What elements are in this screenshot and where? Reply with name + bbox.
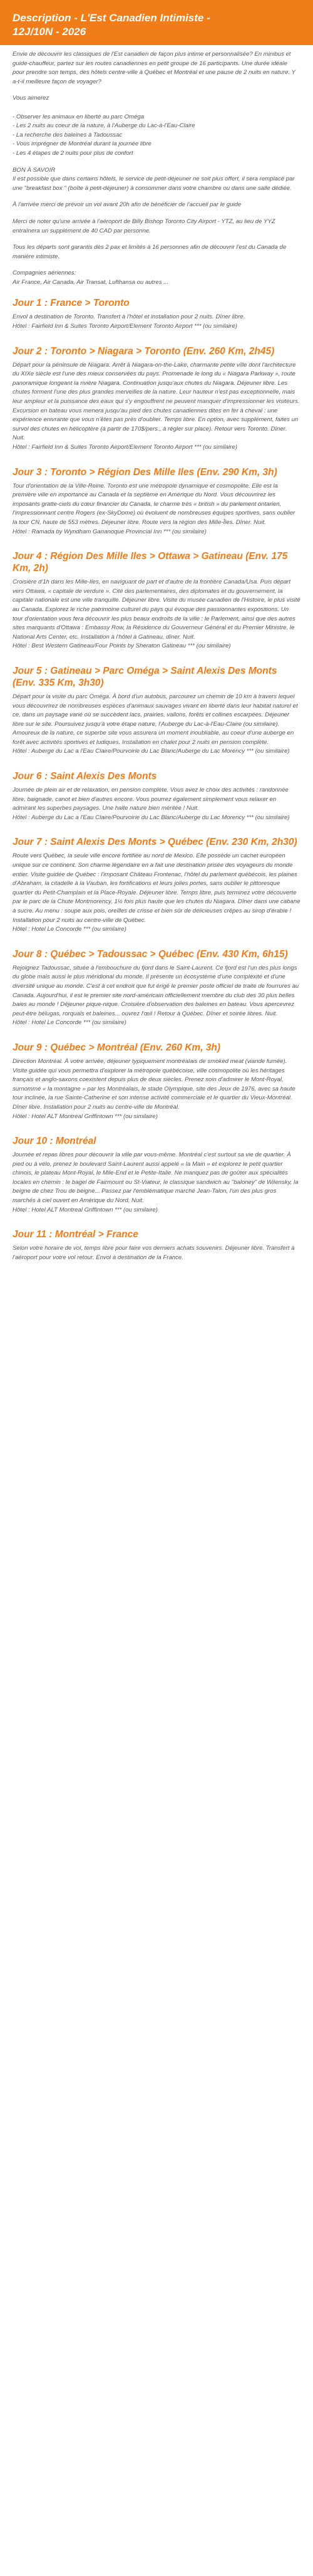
page-title-line-1: Description - L'Est Canadien Intimiste - <box>13 12 210 24</box>
day-description: Selon votre horaire de vol, temps libre pour faire vos derniers achats souvenirs. Déjeuner libre. Transfert à l'aéroport pour votre vol retour. Envol à destination de la France. <box>13 1245 295 1261</box>
day-8-title: Jour 8 : Québec > Tadoussac > Québec (Env. 430 Km, 6h15) <box>13 948 288 960</box>
bon-a-savoir-title: BON À SAVOIR <box>13 166 56 174</box>
vous-aimerez-item: - La recherche des baleines à Tadoussac <box>13 131 123 139</box>
day-hotel: Hôtel : Auberge du Lac a l'Eau Claire/Pourvoirie du Lac Blanc/Auberge du Lac Morency *** (ou similaire) <box>13 814 290 821</box>
day-hotel: Hôtel : Auberge du Lac a l'Eau Claire/Pourvoirie du Lac Blanc/Auberge du Lac Morency *** (ou similaire) <box>13 748 290 755</box>
day-6-title: Jour 6 : Saint Alexis Des Monts <box>13 771 157 782</box>
day-description: Direction Montréal. À votre arrivée, déjeuner typiquement montréalais de smoked meat (viande fumée). Visite guidée qui vous permettra d'explorer la métropole québécoise, ville cosmopolite où les héritages français et anglo-saxons coexistent depuis plus de deux siècles. Prenez soin d'admirer le Mont-Royal, surnommé « la montagne » par les Montréalais, le stade Olympique, site des Jeux de 1976, avec sa haute tour inclinée, la rue Sainte-Catherine et son intense activité commerciale et le quartier du Vieux-Montréal. Dîner libre. Installation pour 2 nuits au centre-ville de Montréal. <box>13 1057 295 1111</box>
day-description: Croisière d'1h dans les Mille-Iles, en naviguant de part et d'autre de la frontière Canada/Usa. Puis départ vers Ottawa, « capitale de verdure ». Cité des parlementaires, des diplomates et du gouvernement, la capitale nationale est une ville tranquille. Déjeuner libre. Visite du musée canadien de l'Histoire, le plus visité au Canada. Explorez le riche patrimoine culturel du pays qui évoque des passionnantes expositions. Un tour d'orientation vous fera découvrir les plus beaux endroits de la ville : le Parlement, ainsi que des autres sites marquants d'Ottawa : Embassy Row, la Résidence du Gouverneur Général et du Premier Ministre, le National Arts Center, etc. Installation à l'hôtel à Gatineau, dîner. Nuit. <box>13 579 300 641</box>
day-2-title: Jour 2 : Toronto > Niagara > Toronto (Env. 260 Km, 2h45) <box>13 345 275 357</box>
description-content <box>0 45 313 1276</box>
day-1-body <box>13 313 300 331</box>
day-8-body <box>13 964 300 1028</box>
day-3-body <box>13 482 300 537</box>
day-description: Tour d'orientation de la Ville-Reine. Toronto est une métropole dynamique et cosmopolite. Elle est la première ville en importance au Canada et la septième en Amérique du Nord. Vous découvrirez les imposants gratte-ciels du cœur financier du Canada, le charme très « british » du parlement ontarien, l'impressionnant centre Rogers (ex-SkyDome) où évoluent de nombreuses équipes sportives, sans oublier la tour CN, haute de 553 mètres. Déjeuner libre. Route vers la région des Mille-Îles. Dîner. Nuit. <box>13 482 295 526</box>
day-9-title: Jour 9 : Québec > Montréal (Env. 260 Km, 3h) <box>13 1042 221 1053</box>
day-description: Départ pour la visite du parc Oméga. À bord d'un autobus, parcourez un chemin de 10 km à travers lequel vous découvrirez de nombreuses espèces d'animaux sauvages vivant en liberté dans leur habitat naturel et ce, dans un paysage varié où se succèdent lacs, prairies, vallons, forêts et collines escarpées. Déjeuner libre sur le site. Poursuivez jusqu'à votre étape nature, l'Auberge du Lac-à-l'Eau-Claire (ou similaire). Amoureux de la nature, ce superbe site vous assurera un moment inoubliable, au coeur d'une auberge en forêt avec activités sportives et ludiques. Installation en chalet pour 2 nuits en pension complète. <box>13 693 298 746</box>
day-3-title: Jour 3 : Toronto > Région Des Mille Iles (Env. 290 Km, 3h) <box>13 466 277 478</box>
day-description: Journée et repas libres pour découvrir la ville par vous-même. Montréal c'est surtout sa vie de quartier. À pied ou à vélo, prenez le boulevard Saint-Laurent aussi appelé « la Main » et explorez le petit quartier chinois, le plateau Mont-Royal, le Mile-End et le Petite-Italie. Ne manquez pas de goûter aux spécialités locales en chemin : le bagel de Fairmount ou St-Viateur, le classique sandwich au "baloney" de Wilensky, la beigne de chez Trou de beigne... Passez par l'emblématique marché Jean-Talon, l'un des plus gros marchés à ciel ouvert en Amérique du Nord. Nuit. <box>13 1151 299 1205</box>
intro-paragraph: Envie de découvrir les classiques de l'Est canadien de façon plus intime et personnalisée? En minibus et guide-chauffeur, partez sur les routes canadiennes en petit groupe de 16 participants. Une durée idéale pour prendre son temps, des hôtels centre-ville à Québec et Montréal et une pause de 2 nuits en nature. Y a-t-il meilleure façon de voyager? <box>13 51 295 85</box>
arrival-note: À l'arrivée merci de prévoir un vol avant 20h afin de bénéficier de l'accueil par le guide <box>13 201 242 209</box>
day-hotel: Hôtel : Hotel ALT Montreal Griffintown *** (ou similaire) <box>13 1206 158 1213</box>
day-6-body <box>13 786 300 822</box>
day-7-title: Jour 7 : Saint Alexis Des Monts > Québec (Env. 230 Km, 2h30) <box>13 837 297 848</box>
airlines-title: Compagnies aériennes: <box>13 270 76 277</box>
day-hotel: Hôtel : Fairfield Inn & Suites Toronto Airport/Element Toronto Airport *** (ou similaire) <box>13 444 238 451</box>
vous-aimerez-item: - Les 2 nuits au coeur de la nature, à l'Auberge du Lac-à-l'Eau-Claire <box>13 122 195 130</box>
vous-aimerez-item: - Vous imprégner de Montréal durant la journée libre <box>13 140 152 148</box>
day-7-body <box>13 852 300 934</box>
day-5-body <box>13 693 300 757</box>
day-description: Rejoignez Tadoussac, située à l'embouchure du fjord dans le Saint-Laurent. Ce fjord est l'un des plus longs du globe mais aussi le plus méridional du monde. Il présente un écosystème d'une complexité et d'une diversité unique au monde. C'est à cet endroit que fut érigé le premier poste officiel de traite de fourrures au Canada. Aujourd'hui, il est le premier site nord-américain officiellement membre du club des 30 plus belles baies au monde ! Déjeuner pique-nique. Croisière d'observation des baleines en bateau. Vous apercevrez peut-être bélugas, rorquals et baleines... ouvrez l'œil ! Retour à Québec. Dîner et soirée libres. Nuit. <box>13 964 299 1017</box>
airlines-list: Air France, Air Canada, Air Transat, Lufthansa ou autres ... <box>13 278 169 286</box>
vous-aimerez-item: - Les 4 étapes de 2 nuits pour plus de confort <box>13 149 133 157</box>
airlines-block <box>13 269 300 287</box>
day-4-title: Jour 4 : Région Des Mille Iles > Ottawa > Gatineau (Env. 175 Km, 2h) <box>13 551 288 574</box>
departures-note: Tous les départs sont garantis dès 2 pax et limités à 16 personnes afin de découvrir l'est du Canada de manière intimiste. <box>13 244 287 260</box>
day-description: Journée de plein air et de relaxation, en pension complète. Vous avez le choix des activités : randonnée libre, baignade, canot et bien d'autres encore. Vous pourrez également simplement vous relaxer en admirant les superbes paysages. Une halte nature bien méritée ! Nuit. <box>13 787 289 812</box>
day-10-title: Jour 10 : Montréal <box>13 1136 96 1147</box>
airport-transfer-note: Merci de noter qu'une arrivée à l'aéroport de Billy Bishop Toronto City Airport - YTZ, au lieu de YYZ entraînera un supplément de 40 CAD par personne. <box>13 217 275 234</box>
day-9-body <box>13 1057 300 1121</box>
vous-aimerez-block <box>13 94 300 158</box>
day-4-body <box>13 578 300 651</box>
page-header <box>0 0 313 45</box>
day-hotel: Hôtel : Ramada by Wyndham Gananoque Provincial Inn *** (ou similaire) <box>13 528 207 535</box>
day-hotel: Hôtel : Hotel ALT Montreal Griffintown *** (ou similaire) <box>13 1113 158 1120</box>
day-description: Départ pour la péninsule de Niagara. Arrêt à Niagara-on-the-Lake, charmante petite ville dont l'architecture du XIXe siècle est l'une des mieux conservées du pays. Promenade le long du « Niagara Parkway », route panoramique longeant la rivière Niagara. Continuation jusqu'aux chutes du Niagara. Déjeuner libre. Les chutes forment l'une des plus grandes merveilles de la nature. Leur hauteur n'est pas exceptionnelle, mais leur ampleur et la puissance des eaux qui s'y engouffrent ne peuvent manquer d'impressionner les visiteurs. Excursion en bateau vous menera jusqu'au pied des chutes canadiennes dites en fer à cheval : une expérience enivrante que vous n'êtes pas près d'oublier. Temps libre. En option, avec supplément, faites un survol des chutes en hélicoptère (à partir de 170$/pers., à régler sur place). Retour vers Toronto. Dîner. Nuit. <box>13 361 300 442</box>
day-description: Route vers Québec, la seule ville encore fortifiée au nord de Mexico. Elle possède un cachet européen unique sur ce continent. Son charme légendaire en a fait une destination prisée des voyageurs du monde entier. Visite guidée de Québec : l'imposant Château Frontenac, l'hôtel du parlement québécois, les plaines d'Abraham, la citadelle à la Vauban, les fortifications et leurs jolies portes, sans oublier le pittoresque quartier du Petit-Champlain et la Place-Royale. Déjeuner libre. Temps libre, puis terminez votre découverte par le parc de la Chute Montmorency, 1½ fois plus haute que les chutes du Niagara. Dîner dans une cabane à sucre. Au menu : soupe aux pois, oreilles de crisse et bien sûr de délicieuses crêpes au sirop d'érable ! Installation pour 2 nuits au centre-ville de Québec. <box>13 852 300 924</box>
vous-aimerez-item: - Observer les animaux en liberté au parc Oméga <box>13 113 145 120</box>
day-hotel: Hôtel : Fairfield Inn & Suites Toronto Airport/Element Toronto Airport *** (ou similaire) <box>13 323 238 330</box>
day-hotel: Hôtel : Best Western Gatineau/Four Points by Sheraton Gatineau *** (ou similaire) <box>13 642 231 650</box>
bon-a-savoir-text: Il est possible que dans certains hôtels, le service de petit-déjeuner ne soit plus offert, il sera remplacé par une "breakfast box " (boîte à petit-déjeuner) à consommer dans votre chambre ou dans une salle dédiée. <box>13 175 295 192</box>
day-11-body <box>13 1244 300 1262</box>
bon-a-savoir-block <box>13 166 300 194</box>
day-11-title: Jour 11 : Montréal > France <box>13 1229 138 1240</box>
day-1-title: Jour 1 : France > Toronto <box>13 298 130 309</box>
day-2-body <box>13 361 300 453</box>
day-10-body <box>13 1151 300 1215</box>
page-title-line-2: 12J/10N - 2026 <box>13 26 86 38</box>
day-hotel: Hôtel : Hotel Le Concorde *** (ou similaire) <box>13 1019 126 1027</box>
day-5-title: Jour 5 : Gatineau > Parc Oméga > Saint Alexis Des Monts (Env. 335 Km, 3h30) <box>13 665 277 688</box>
vous-aimerez-title: Vous aimerez <box>13 95 49 102</box>
day-hotel: Hôtel : Hotel Le Concorde *** (ou similaire) <box>13 926 126 933</box>
day-description: Envol à destination de Toronto. Transfert à l'hôtel et installation pour 2 nuits. Dîner libre. <box>13 313 245 321</box>
